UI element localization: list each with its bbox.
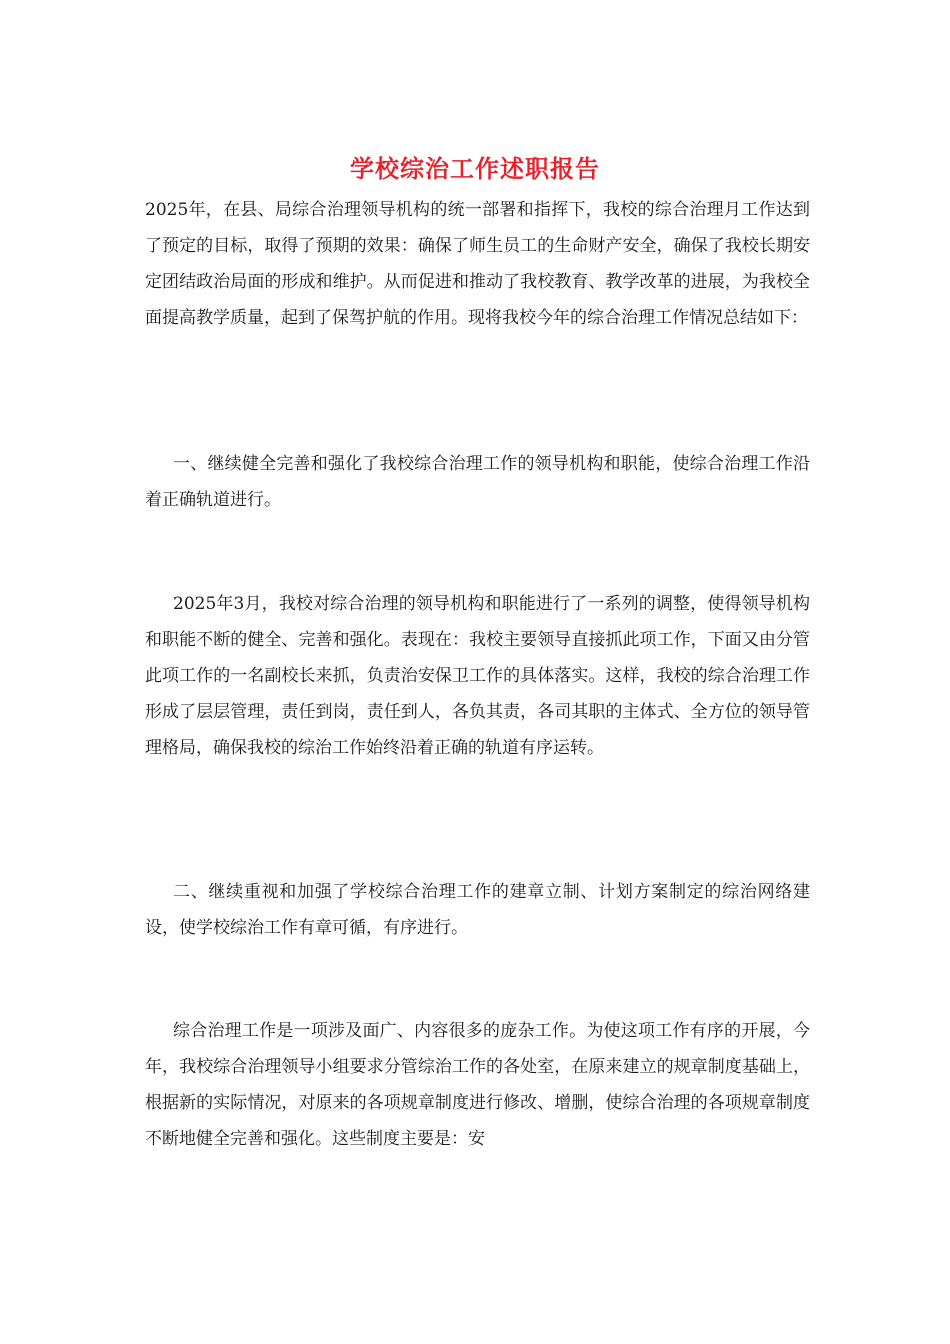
paragraph-section-1-body: 2025年3月，我校对综合治理的领导机构和职能进行了一系列的调整，使得领导机构和职能不断的健全、完善和强化。表现在：我校主要领导直接抓此项工作，下面又由分管此项工作的一名副校长来抓，负责治安保卫工作的具体落实。这样，我校的综合治理工作形成了层层管理，责任到岗，责任到人，各负其责，各司其职的主体式、全方位的领导管理格局，确保我校的综治工作始终沿着正确的轨道有序运转。 <box>145 594 810 758</box>
document-title: 学校综治工作述职报告 <box>350 154 600 183</box>
paragraph-intro: 2025年，在县、局综合治理领导机构的统一部署和指挥下，我校的综合治理月工作达到了预定的目标，取得了预期的效果：确保了师生员工的生命财产安全，确保了我校长期安定团结政治局面的形成和维护。从而促进和推动了我校教育、教学改革的进展，为我校全面提高教学质量，起到了保驾护航的作用。现将我校今年的综合治理工作情况总结如下： <box>145 200 810 328</box>
paragraph-section-2-body: 综合治理工作是一项涉及面广、内容很多的庞杂工作。为使这项工作有序的开展，今年，我校综合治理领导小组要求分管综治工作的各处室，在原来建立的规章制度基础上，根据新的实际情况，对原来的各项规章制度进行修改、增删，使综合治理的各项规章制度不断地健全完善和强化。这些制度主要是：安 <box>145 1021 810 1149</box>
paragraph-section-2-heading: 二、继续重视和加强了学校综合治理工作的建章立制、计划方案制定的综治网络建设，使学校综治工作有章可循，有序进行。 <box>145 882 810 938</box>
paragraph-section-1-heading: 一、继续健全完善和强化了我校综合治理工作的领导机构和职能，使综合治理工作沿着正确轨道进行。 <box>145 454 810 510</box>
